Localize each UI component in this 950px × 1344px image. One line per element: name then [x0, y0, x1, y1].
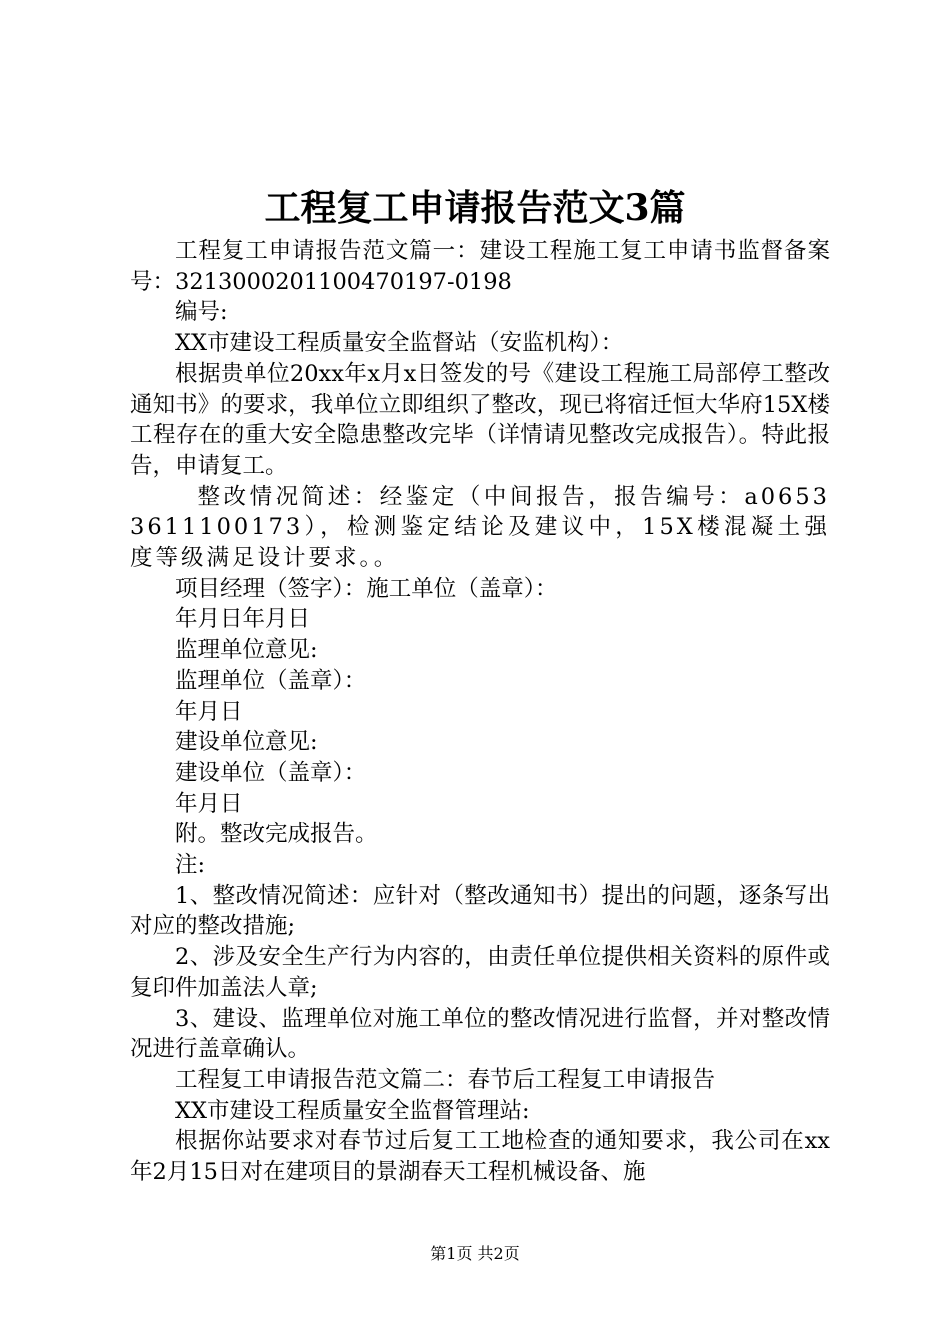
paragraph-attachment: 附。整改完成报告。	[175, 821, 378, 848]
paragraph-section-two-recipient: XX市建设工程质量安全监督管理站:	[175, 1097, 530, 1124]
document-title: 工程复工申请报告范文3篇	[264, 187, 686, 229]
paragraph-section-two-heading: 工程复工申请报告范文篇二：春节后工程复工申请报告	[175, 1066, 716, 1093]
paragraph-supervision-seal: 监理单位（盖章）：	[175, 667, 367, 694]
paragraph-number: 编号:	[175, 299, 228, 326]
paragraph-date: 年月日	[175, 698, 243, 725]
paragraph-supervision-opinion: 监理单位意见:	[175, 637, 318, 664]
paragraph-note-1: 1、整改情况简述：应针对（整改通知书）提出的问题，逐条写出对应的整改措施;	[130, 882, 830, 940]
paragraph-section-two-body: 根据你站要求对春节过后复工工地检查的通知要求，我公司在xx年2月15日对在建项目的景湖春天工程机械设备、施	[130, 1128, 830, 1186]
paragraph-construction-seal: 建设单位（盖章）：	[175, 759, 367, 786]
paragraph-note-2: 2、涉及安全生产行为内容的，由责任单位提供相关资料的原件或复印件加盖法人章;	[130, 944, 830, 1001]
paragraph-date: 年月日	[175, 790, 243, 817]
paragraph-body: 根据贵单位20xx年x月x日签发的号《建设工程施工局部停工整改通知书》的要求，我单位立即组织了整改，现已将宿迁恒大华府15X楼工程存在的重大安全隐患整改完毕（详情请见整改完成报告）。特此报告，申请复工。	[130, 360, 830, 479]
paragraph-construction-opinion: 建设单位意见:	[175, 729, 318, 756]
paragraph-summary: 整改情况简述：经鉴定（中间报告，报告编号：a06533611100173），检测鉴定结论及建议中，15X楼混凝土强度等级满足设计要求。。	[130, 483, 830, 572]
paragraph-note-3: 3、建设、监理单位对施工单位的整改情况进行监督，并对整改情况进行盖章确认。	[130, 1005, 830, 1063]
paragraph-date-double: 年月日年月日	[175, 606, 311, 633]
document-body	[130, 236, 830, 1188]
paragraph-signature-manager: 项目经理（签字）：施工单位（盖章）：	[175, 575, 558, 602]
paragraph-intro: 工程复工申请报告范文篇一：建设工程施工复工申请书监督备案号：3213000201100470197-0198	[130, 238, 830, 295]
page-footer: 第1页 共2页	[430, 1244, 520, 1263]
paragraph-recipient: XX市建设工程质量安全监督站（安监机构）：	[175, 330, 624, 357]
paragraph-note-heading: 注:	[175, 852, 206, 879]
